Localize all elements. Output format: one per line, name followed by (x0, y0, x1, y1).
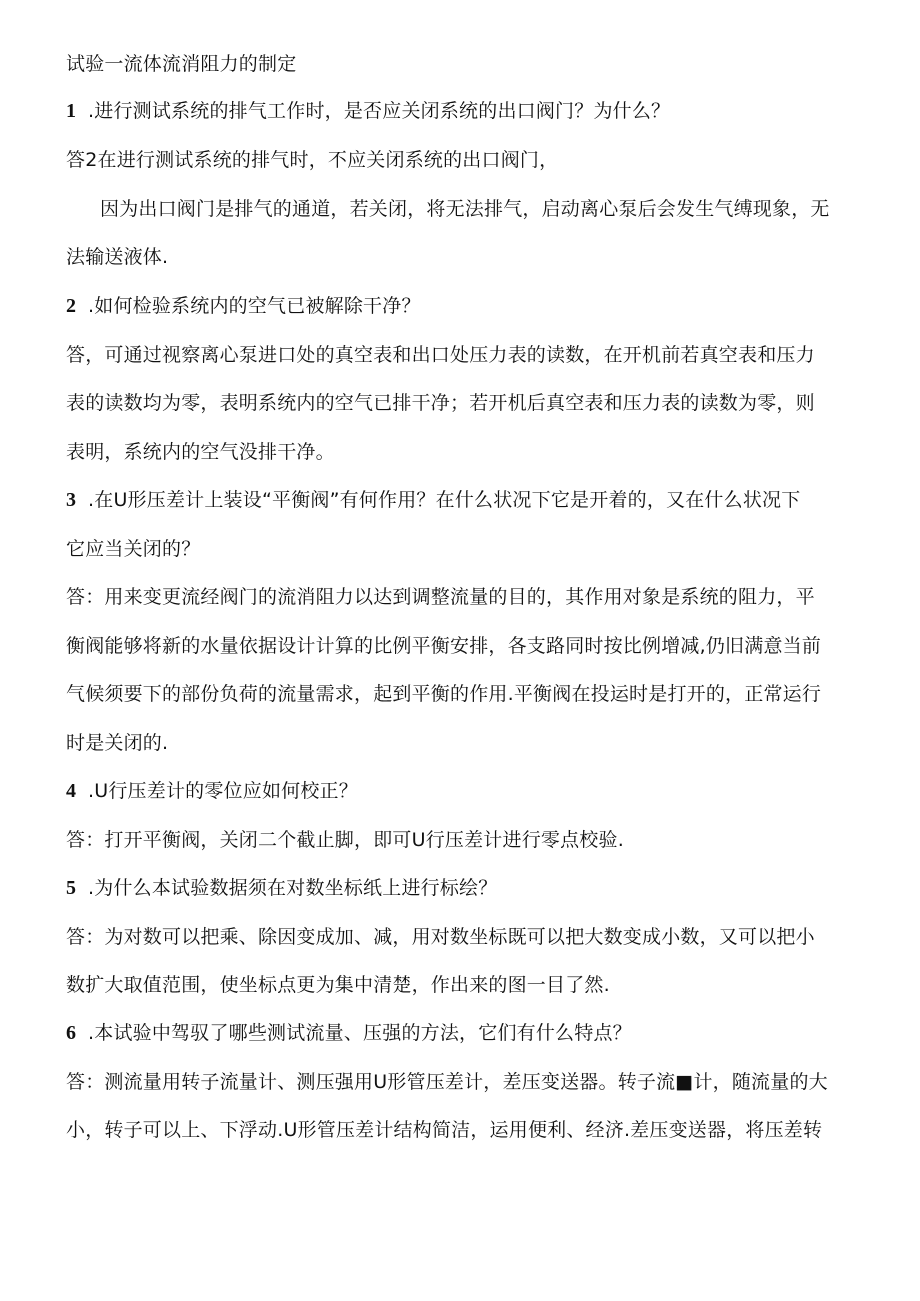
answer-1-line-2: 因为出口阀门是排气的通道，若关闭，将无法排气，启动离心泵后会发生气缚现象，无 (100, 198, 830, 220)
question-2 (66, 294, 866, 318)
question-number: 4 (66, 780, 77, 802)
question-text: .如何检验系统内的空气已被解除干净？ (88, 295, 421, 317)
question-4 (66, 779, 866, 803)
question-1 (66, 99, 866, 123)
question-text: .为什么本试验数据须在对数坐标纸上进行标绘？ (88, 877, 498, 899)
answer-5-line-1: 答：为对数可以把乘、除因变成加、减，用对数坐标既可以把大数变成小数，又可以把小 (66, 926, 815, 948)
question-number: 3 (66, 489, 77, 511)
question-text: .在U形压差计上装设“平衡阀”有何作用？在什么状况下它是开着的，又在什么状况下 (88, 489, 801, 511)
answer-3-line-2: 衡阀能够将新的水量依据设计计算的比例平衡安排，各支路同时按比例增减,仍旧满意当前 (66, 635, 822, 657)
question-3-line-2: 它应当关闭的？ (66, 538, 201, 560)
answer-6-line-2: 小，转子可以上、下浮动.U形管压差计结构简洁，运用便利、经济.差压变送器，将压差转 (66, 1119, 823, 1141)
question-number: 1 (66, 100, 77, 122)
question-number: 2 (66, 295, 77, 317)
question-number: 6 (66, 1022, 77, 1044)
answer-6-line-1: 答：测流量用转子流量计、测压强用U形管压差计，差压变送器。转子流■计，随流量的大 (66, 1071, 828, 1093)
document-title: 试验一流体流消阻力的制定 (66, 53, 297, 75)
question-5 (66, 876, 866, 900)
question-number: 5 (66, 877, 77, 899)
question-6 (66, 1021, 866, 1045)
answer-1-line-1: 答2在进行测试系统的排气时，不应关闭系统的出口阀门， (66, 149, 559, 171)
question-text: .进行测试系统的排气工作时，是否应关闭系统的出口阀门？为什么？ (88, 100, 671, 122)
answer-2-line-2: 表的读数均为零，表明系统内的空气已排干净；若开机后真空表和压力表的读数为零，则 (66, 392, 815, 414)
answer-5-line-2: 数扩大取值范围，使坐标点更为集中清楚，作出来的图一目了然. (66, 974, 610, 996)
answer-3-line-3: 气候须要下的部份负荷的流量需求，起到平衡的作用.平衡阀在投运时是打开的，正常运行 (66, 683, 822, 705)
answer-1-line-3: 法输送液体. (66, 246, 169, 268)
answer-2-line-1: 答，可通过视察离心泵进口处的真空表和出口处压力表的读数，在开机前若真空表和压力 (66, 344, 815, 366)
answer-4-line-1: 答：打开平衡阀，关闭二个截止脚，即可U行压差计进行零点校验. (66, 829, 624, 851)
question-3 (66, 488, 866, 512)
question-text: .U行压差计的零位应如何校正？ (88, 780, 358, 802)
answer-2-line-3: 表明，系统内的空气没排干净。 (66, 441, 335, 463)
answer-3-line-4: 时是关闭的. (66, 732, 169, 754)
answer-3-line-1: 答：用来变更流经阀门的流消阻力以达到调整流量的目的，其作用对象是系统的阻力，平 (66, 586, 815, 608)
question-text: .本试验中驾驭了哪些测试流量、压强的方法，它们有什么特点？ (88, 1022, 632, 1044)
